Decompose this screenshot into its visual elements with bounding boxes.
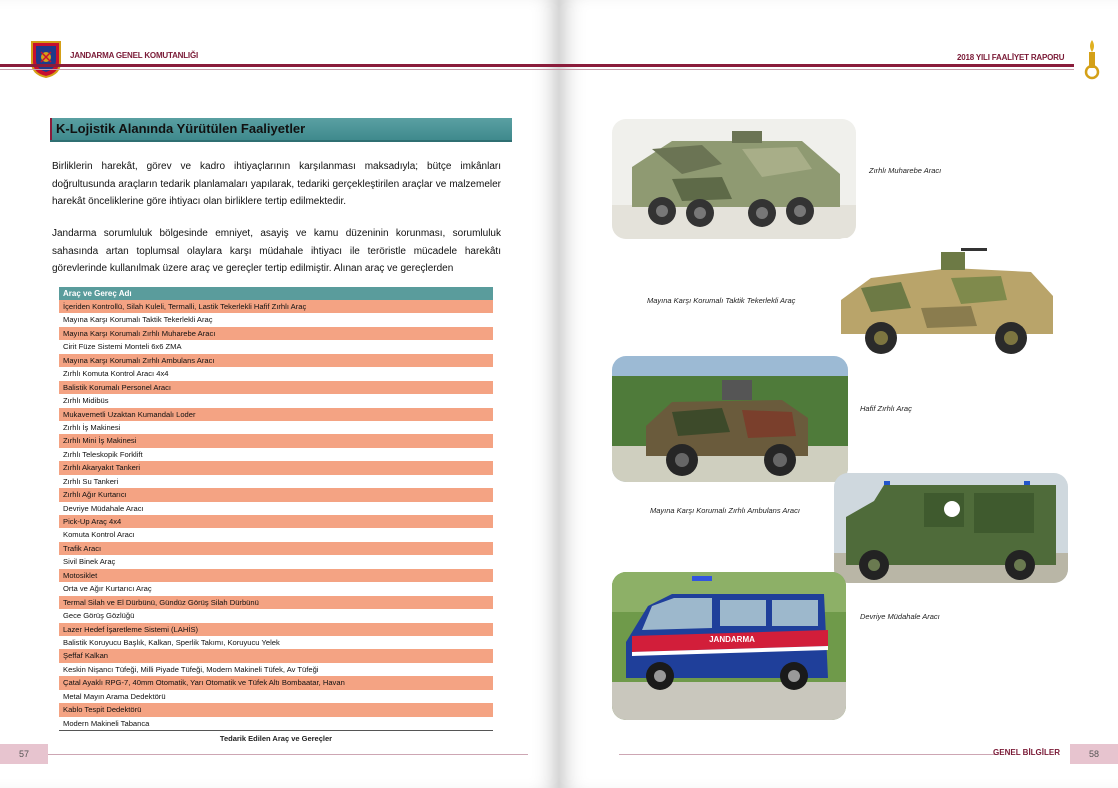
table-row: Mayına Karşı Korumalı Taktik Tekerlekli Araç bbox=[59, 313, 493, 326]
table-row: Zırhlı Akaryakıt Tankeri bbox=[59, 461, 493, 474]
photo-light-armored-vehicle bbox=[612, 356, 848, 482]
table-row: Zırhlı Komuta Kontrol Aracı 4x4 bbox=[59, 367, 493, 380]
paragraph-1: Birliklerin harekât, görev ve kadro ihtiyaçlarının karşılanması maksadıyla; bütçe imkânları doğrultusunda araçların tedarik planlamaları yapılarak, tedariki gerçekleştirilen araçlar ve malzemeler harekât önceliklerine göre ihtiyacı olan birliklere tertip edilmektedir. bbox=[52, 161, 501, 207]
table-row: Komuta Kontrol Aracı bbox=[59, 528, 493, 541]
van-label: JANDARMA bbox=[709, 635, 755, 644]
table-row: Zırhlı Teleskopik Forklift bbox=[59, 448, 493, 461]
paragraph-2: Jandarma sorumluluk bölgesinde emniyet, asayiş ve kamu düzeninin korunması, sorumluluk sahasında artan toplumsal olaylara karşı müdahale ihtiyacı ile teröristle mücadele harekâtı görevlerinde kullanılmak üzere araç ve gereçler tertip edilmiştir. Alınan araç ve gereçlerden bbox=[52, 228, 501, 274]
table-row: Orta ve Ağır Kurtarıcı Araç bbox=[59, 582, 493, 595]
caption-photo-2: Mayına Karşı Korumalı Taktik Tekerlekli Araç bbox=[647, 296, 796, 305]
photo-armored-ambulance bbox=[834, 473, 1068, 583]
table-row: Devriye Müdahale Aracı bbox=[59, 502, 493, 515]
header-rule-thin-right bbox=[559, 69, 1074, 70]
section-title: K-Lojistik Alanında Yürütülen Faaliyetler bbox=[50, 118, 512, 140]
table-row: Motosiklet bbox=[59, 569, 493, 582]
table-row: Cirit Füze Sistemi Monteli 6x6 ZMA bbox=[59, 340, 493, 353]
table-row: Balistik Koruyucu Başlık, Kalkan, Sperlik Takımı, Koruyucu Yelek bbox=[59, 636, 493, 649]
table-row: Zırhlı Midibüs bbox=[59, 394, 493, 407]
table-row: Metal Mayın Arama Dedektörü bbox=[59, 690, 493, 703]
photo-tactical-wheeled-vehicle bbox=[831, 238, 1067, 362]
table-row: Mayına Karşı Korumalı Zırhlı Muharebe Aracı bbox=[59, 327, 493, 340]
header-title-right: 2018 YILI FAALİYET RAPORU bbox=[957, 53, 1065, 62]
table-row: Zırhlı Mini İş Makinesi bbox=[59, 434, 493, 447]
caption-photo-1: Zırhlı Muharebe Aracı bbox=[869, 166, 942, 175]
table-header: Araç ve Gereç Adı bbox=[59, 287, 493, 300]
table-row: Şeffaf Kalkan bbox=[59, 649, 493, 662]
table-row: Zırhlı Su Tankeri bbox=[59, 475, 493, 488]
table-row: Kablo Tespit Dedektörü bbox=[59, 703, 493, 716]
table-body bbox=[59, 300, 493, 730]
equipment-table bbox=[59, 287, 493, 731]
table-row: Gece Görüş Gözlüğü bbox=[59, 609, 493, 622]
caption-photo-3: Hafif Zırhlı Araç bbox=[860, 404, 912, 413]
table-row: Lazer Hedef İşaretleme Sistemi (LAHİS) bbox=[59, 623, 493, 636]
table-row: Çatal Ayaklı RPG-7, 40mm Otomatik, Yarı Otomatik ve Tüfek Altı Bombaatar, Havan bbox=[59, 676, 493, 689]
footer-rule-left bbox=[48, 754, 528, 755]
photo-armored-combat-vehicle bbox=[612, 119, 856, 239]
right-page bbox=[559, 0, 1118, 788]
header-title-left: JANDARMA GENEL KOMUTANLIĞI bbox=[70, 51, 198, 60]
table-row: Trafik Aracı bbox=[59, 542, 493, 555]
footer-rule-right bbox=[619, 754, 999, 755]
table-row: Zırhlı Ağır Kurtarıcı bbox=[59, 488, 493, 501]
table-row: Pick-Up Araç 4x4 bbox=[59, 515, 493, 528]
table-row: Modern Makineli Tabanca bbox=[59, 717, 493, 730]
table-row: Sivil Binek Araç bbox=[59, 555, 493, 568]
section-title-underline bbox=[50, 140, 512, 142]
table-row: Zırhlı İş Makinesi bbox=[59, 421, 493, 434]
table-row: Termal Silah ve El Dürbünü, Gündüz Görüş Silah Dürbünü bbox=[59, 596, 493, 609]
header-rule bbox=[0, 64, 559, 67]
photo-patrol-response-vehicle bbox=[612, 572, 846, 720]
caption-photo-5: Devriye Müdahale Aracı bbox=[860, 612, 940, 621]
torch-emblem-icon bbox=[1078, 38, 1106, 80]
table-row: İçeriden Kontrollü, Silah Kuleli, Termalli, Lastik Tekerlekli Hafif Zırhlı Araç bbox=[59, 300, 493, 313]
header-rule-right bbox=[559, 64, 1074, 67]
page-number-left: 57 bbox=[0, 744, 48, 764]
caption-photo-4: Mayına Karşı Korumalı Zırhlı Ambulans Aracı bbox=[650, 506, 800, 515]
footer-section-label: GENEL BİLGİLER bbox=[993, 748, 1060, 757]
header-rule-thin bbox=[0, 69, 559, 70]
table-caption: Tedarik Edilen Araç ve Gereçler bbox=[219, 734, 333, 743]
page-number-right: 58 bbox=[1070, 744, 1118, 764]
table-row: Keskin Nişancı Tüfeği, Milli Piyade Tüfeği, Modern Makineli Tüfek, Av Tüfeği bbox=[59, 663, 493, 676]
table-row: Mukavemetli Uzaktan Kumandalı Loder bbox=[59, 408, 493, 421]
table-row: Balistik Korumalı Personel Aracı bbox=[59, 381, 493, 394]
jandarma-emblem-icon bbox=[30, 40, 62, 78]
table-bottom-rule bbox=[59, 730, 493, 731]
table-row: Mayına Karşı Korumalı Zırhlı Ambulans Aracı bbox=[59, 354, 493, 367]
